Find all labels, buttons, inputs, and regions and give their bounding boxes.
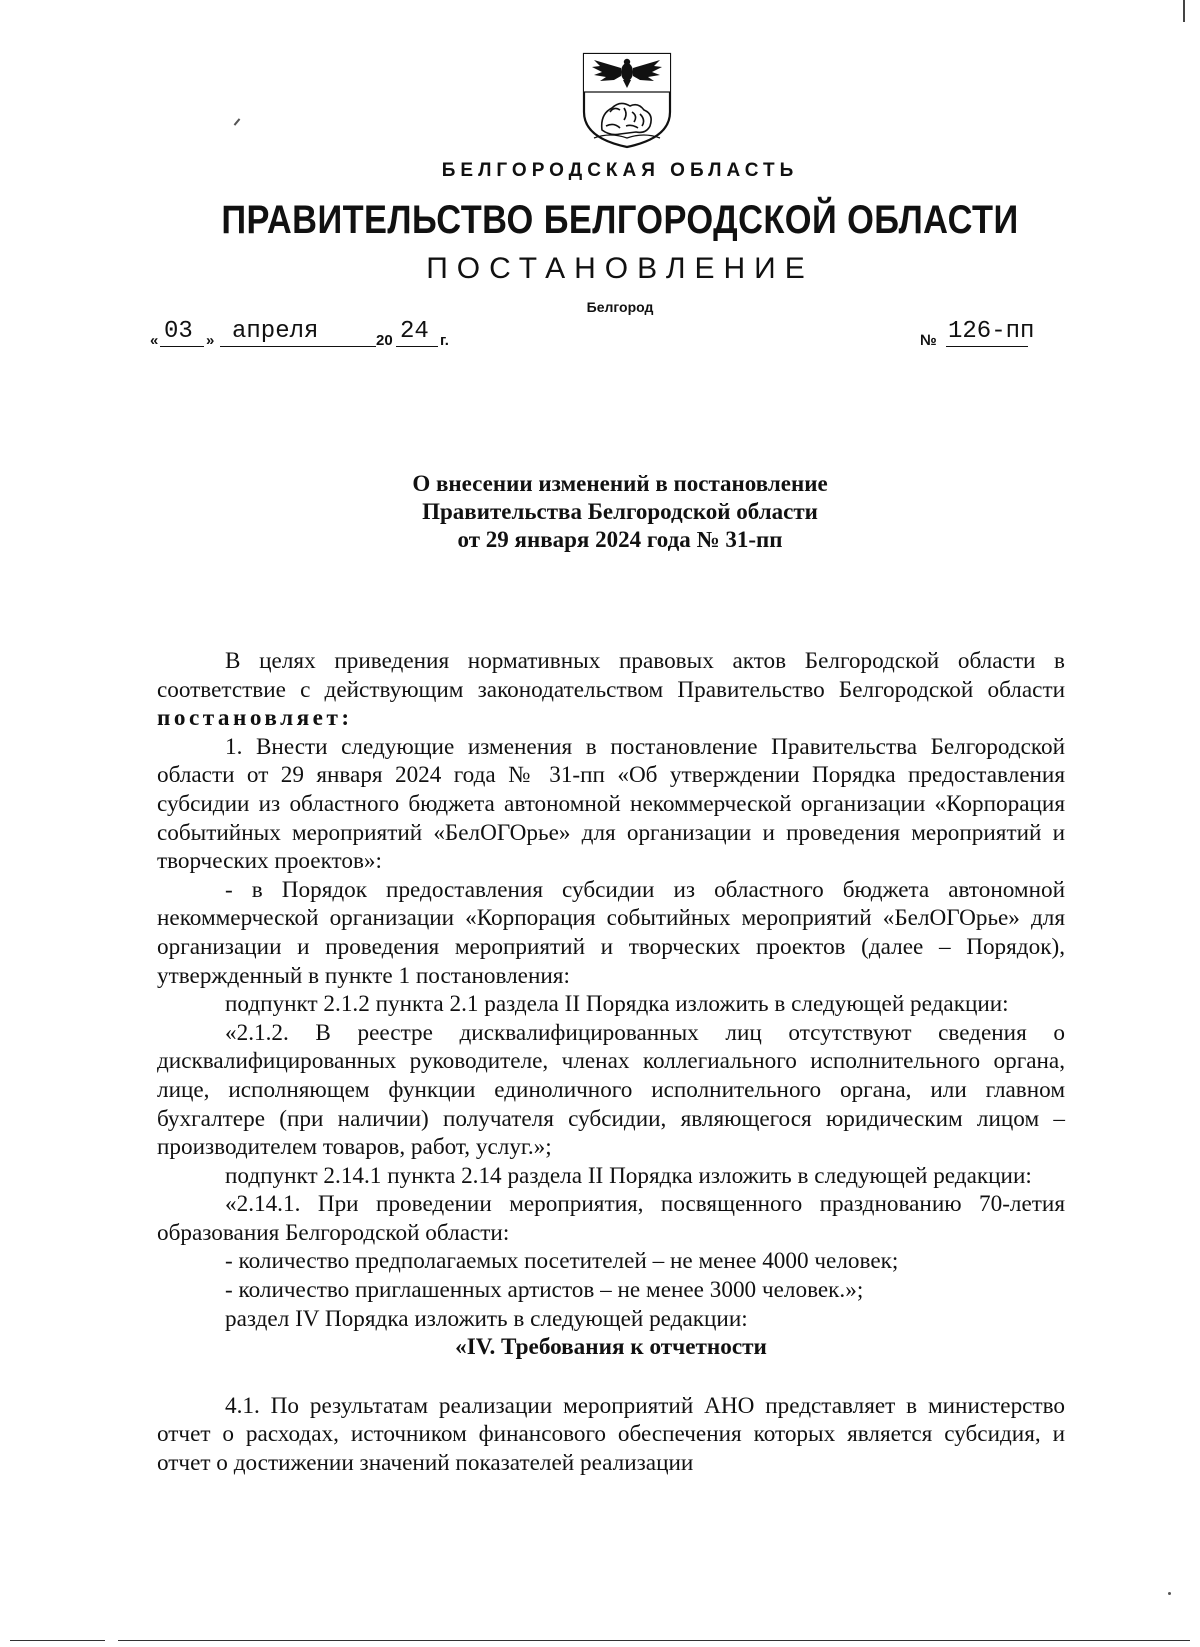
date-month: апреля xyxy=(232,318,319,345)
month-underline xyxy=(220,346,376,347)
date-year-suffix: г. xyxy=(440,332,449,349)
paragraph-preamble xyxy=(157,647,1065,733)
scan-edge-mark xyxy=(1183,0,1185,22)
paragraph-amend-order: - в Порядок предоставления субсидии из областного бюджета автономной некоммерческой организации «Корпорация событийных мероприятий «БелОГОрье» для организации и проведения мероприятий и творческих проектов (далее – Порядок), утвержденный в пункте 1 постановления: xyxy=(157,876,1065,989)
government-name: ПРАВИТЕЛЬСТВО БЕЛГОРОДСКОЙ ОБЛАСТИ xyxy=(221,198,1019,242)
document-body xyxy=(157,647,1065,1478)
date-open-quote: « xyxy=(150,332,159,349)
document-number: 126-пп xyxy=(948,318,1035,345)
preamble-verb: постановляет: xyxy=(157,705,353,732)
title-line-1: О внесении изменений в постановление xyxy=(412,471,828,496)
date-day: 03 xyxy=(164,318,193,345)
paragraph-subitem-2-1-2: «2.1.2. В реестре дисквалифицированных лиц отсутствуют сведения о дисквалифицированных руководителе, членах коллегиального исполнительного органа, лице, исполняющем функции единоличного исполнительного органа, или главном бухгалтере (при наличии) получателя субсидии, являющегося юридическим лицом – производителем товаров, работ, услуг.»; xyxy=(157,1019,1065,1161)
paragraph-item-1: 1. Внести следующие изменения в постановление Правительства Белгородской области от 29 января 2024 года № 31-пп «Об утверждении Порядка предоставления субсидии из областного бюджета автономной некоммерческой организации «Корпорация событийных мероприятий «БелОГОрье» для организации и проведения мероприятий и творческих проектов»: xyxy=(157,733,1065,875)
preamble-text: В целях приведения нормативных правовых актов Белгородской области в соответствие с действующим законодательством Правительство Белгородской области xyxy=(157,648,1065,703)
document-type: ПОСТАНОВЛЕНИЕ xyxy=(426,252,814,285)
title-line-2: Правительства Белгородской области xyxy=(422,499,818,524)
paragraph-subitem-2-14-1: «2.14.1. При проведении мероприятия, посвященного празднованию 70-летия образования Белгородской области: xyxy=(157,1191,1065,1246)
day-underline xyxy=(160,346,204,347)
bottom-edge-line xyxy=(10,1640,105,1641)
paragraph-item-4-1: 4.1. По результатам реализации мероприятий АНО представляет в министерство отчет о расходах, источником финансового обеспечения которых является субсидия, и отчет о достижении значений показателей реализации xyxy=(157,1392,1065,1477)
paragraph-subitem-2-1-2-intro: подпункт 2.1.2 пункта 2.1 раздела II Порядка изложить в следующей редакции: xyxy=(225,991,1009,1018)
city-name: Белгород xyxy=(586,299,654,315)
belgorod-coat-of-arms-icon xyxy=(580,50,674,150)
number-underline xyxy=(946,346,1028,347)
year-underline xyxy=(396,346,438,347)
date-close-quote: » xyxy=(206,332,215,349)
list-item-artists: - количество приглашенных артистов – не менее 3000 человек.»; xyxy=(225,1277,864,1304)
region-name: БЕЛГОРОДСКАЯ ОБЛАСТЬ xyxy=(441,160,799,181)
section-gap xyxy=(157,1362,1065,1392)
document-title xyxy=(0,470,1200,554)
date-number-row xyxy=(150,318,1060,352)
title-line-3: от 29 января 2024 года № 31-пп xyxy=(457,527,783,552)
scan-speck xyxy=(234,118,241,125)
paragraph-subitem-2-14-1-intro: подпункт 2.14.1 пункта 2.14 раздела II Порядка изложить в следующей редакции: xyxy=(225,1162,1032,1189)
paragraph-section-4-intro: раздел IV Порядка изложить в следующей редакции: xyxy=(225,1305,748,1332)
scan-speck xyxy=(1168,1592,1171,1595)
number-sign: № xyxy=(920,332,937,349)
bottom-edge-line xyxy=(118,1640,1190,1641)
date-year: 24 xyxy=(400,318,429,345)
date-century: 20 xyxy=(376,332,393,349)
list-item-visitors: - количество предполагаемых посетителей – не менее 4000 человек; xyxy=(225,1248,899,1275)
section-heading: «IV. Требования к отчетности xyxy=(455,1334,767,1361)
